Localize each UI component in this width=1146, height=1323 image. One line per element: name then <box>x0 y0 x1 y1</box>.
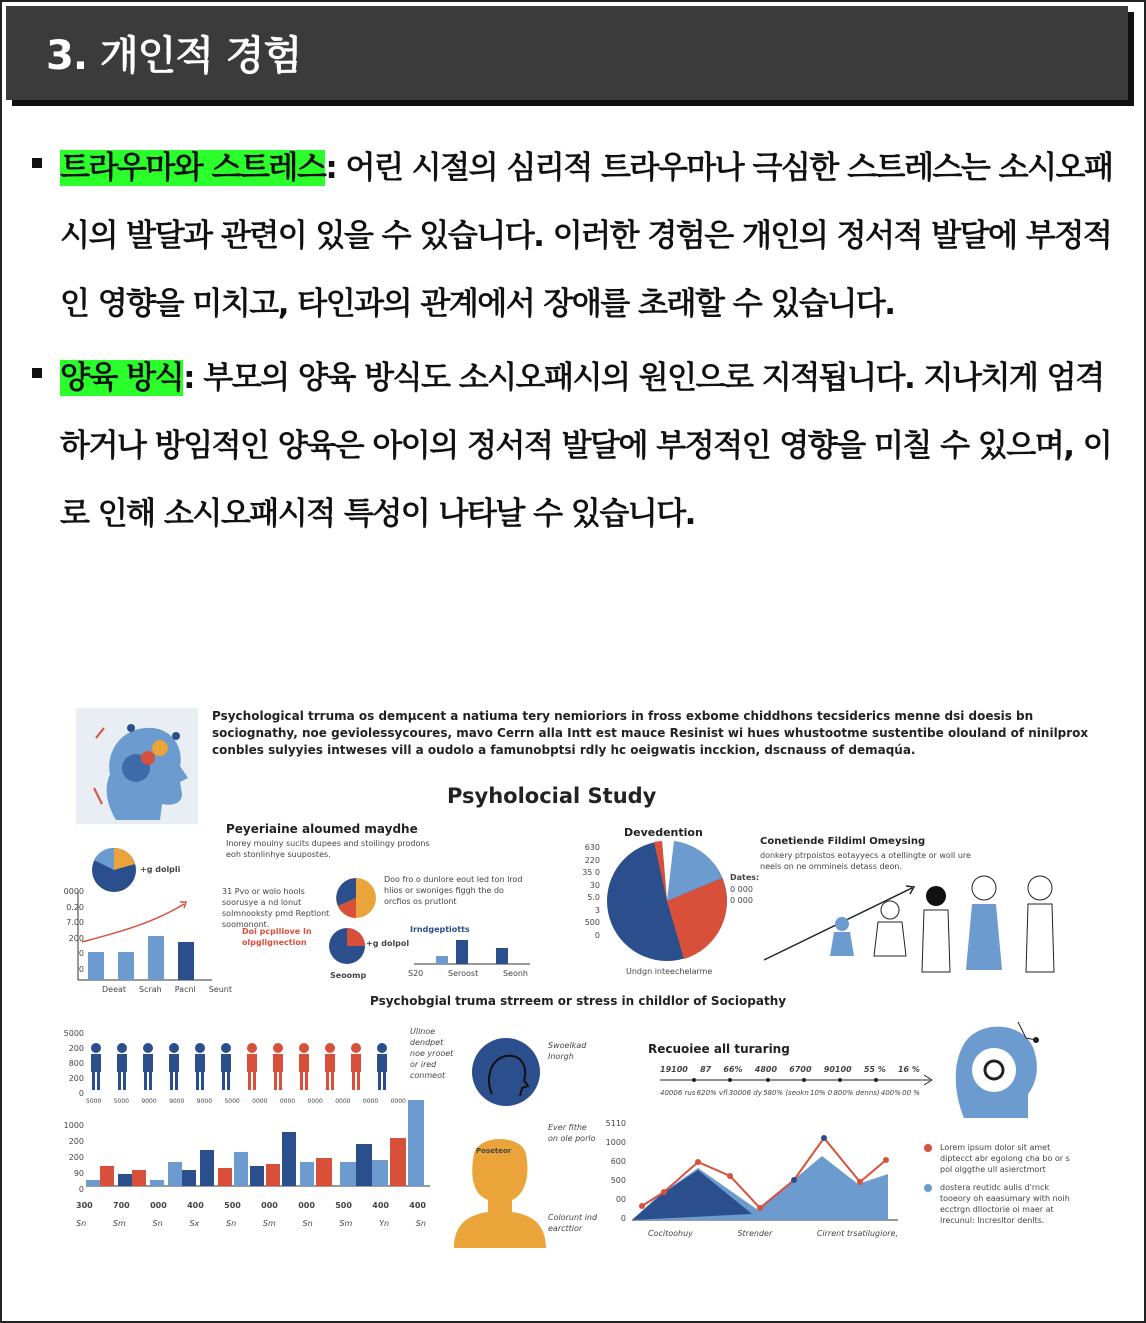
highlight-term: 트라우마와 스트레스 <box>60 150 326 186</box>
recuoiee-row-1: 19100 87 66% 4800 6700 90100 55 % 16 % <box>660 1065 920 1074</box>
section2-title: Psychobgial truma strreem or stress in childlor of Sociopathy <box>370 994 787 1008</box>
legend-blue-text: dostera reutidc aulis d'rnck tooeory oh eaasumary with noih ecctrgn dlloctorie oi maer at lrecunul: lncresltor denlts. <box>940 1183 1070 1225</box>
bullet-list <box>30 134 1120 554</box>
pie-label-a: +g dolpli <box>140 865 181 874</box>
devedention-axis: 630 220 35 0 30 5.0 3 500 0 <box>582 843 600 940</box>
recuoiee-timeline-line <box>660 1074 940 1086</box>
devedention-title: Devedention <box>624 826 703 839</box>
growth-figures-illustration <box>722 860 1102 980</box>
section-title: 3. 개인적 경험 <box>46 33 302 79</box>
intro-paragraph: Psychological trruma os demµcent a natiuma tery nemioriors in fross exbome chiddhons tecsiderics menne dsi doesis bn sociognathy, noe geviolessycoures, mavo Cerrn alla Intt est mauce Resinist wi hues whustootme sustentibe olouland of ninilprox conbles sulyyies intweses vill a oudolo a famunobptsi rdly hc oeigwatis incckion, dscnauss of demaqúa. <box>212 709 1089 757</box>
left-category-labels: Deeat Scrah Pacnl Seunt <box>102 985 232 994</box>
panel1-title: Peyeriaine aloumed maydhe <box>226 822 418 836</box>
left-axis-labels: 0000 0.20 7.00 200 0 0 <box>63 887 84 974</box>
head-circle-icon <box>470 1036 542 1108</box>
legend-red-dot <box>924 1144 932 1152</box>
recuoiee-row-2: 40006 rus 620% vfl 30006 dy 580% (seokn 10% 0 800% denns) 400% 00 % <box>660 1089 920 1097</box>
legend-red-text: Lorem ipsum dolor sit amet diptecct abr egolong cha bo or s pol olggthe ull asierctmort <box>940 1143 1070 1174</box>
head-caption-2: Ever fithe on ole porlo <box>548 1123 596 1143</box>
head-profile-illustration <box>76 708 198 824</box>
bars2-value-labels: 300 700 000 400 500 000 000 500 400 400 <box>76 1201 426 1210</box>
note-3: Doi pcplllove In olpglignection <box>242 927 312 947</box>
line-chart-axis: 5110 1000 600 500 00 0 <box>605 1119 626 1223</box>
head-label: Poseteor <box>476 1147 512 1155</box>
panel1-subtitle: Inorey mouiny sucits dupees and stoilingy prodons eoh stonlinhye suupostes. <box>226 839 430 859</box>
head-caption: Swoelkad Inorgh <box>548 1041 587 1061</box>
highlight-term: 양육 방식 <box>60 360 184 396</box>
bars2-category-labels: Sn Sm Sn Sx Sn Sm Sn Sm Yn Sn <box>76 1219 426 1228</box>
bullet-marker <box>32 368 42 378</box>
head-caption-3: Colorunt ind earcttior <box>548 1213 598 1233</box>
brain-gear-head-icon <box>944 1014 1044 1122</box>
bullet-text <box>60 344 1120 548</box>
dates-values: 0 000 0 000 <box>730 885 753 905</box>
people-pictogram-chart <box>86 1040 416 1096</box>
note-1: 31 Pvo or wolo hools soorusye a nd lonut solmnooksty pmd Reptlont soomonont. <box>222 887 330 929</box>
coetiende-subtitle: donkery ptrpoistos eotayyecs a otellingte or woll ure neels on ne ommineis detass deon. <box>760 851 971 871</box>
figures-legend: Ulinoe dendpet noe yrooet or ired conmeot <box>410 1027 454 1080</box>
pie-chart-low <box>324 926 370 966</box>
study-title: Psyholocial Study <box>447 784 657 808</box>
note-2: Doo fro o dunlore eout led ton lrod hlios or swoniges figgh the do orcfios os prutlont <box>384 875 523 906</box>
area-line-chart <box>632 1124 900 1224</box>
pie-label-b: +g dolpol <box>366 939 410 948</box>
head-silhouette-icon <box>446 1124 554 1248</box>
line-chart-categories: Cocitoohuy Strender Cirrent trsatilugiore, <box>648 1229 898 1238</box>
figures-axis: 5000 200 800 200 0 <box>63 1029 84 1098</box>
bullet-body: : 부모의 양육 방식도 소시오패시의 원인으로 지적됩니다. 지나치게 엄격하거나 방임적인 양육은 아이의 정서적 발달에 부정적인 영향을 미칠 수 있으며, 이로 인해 소시오패시적 특성이 나타날 수 있습니다. <box>60 360 1112 532</box>
mini-category-labels: S20 Seroost Seonh <box>408 969 528 978</box>
recuoiee-title: Recuoiee all turaring <box>648 1042 790 1056</box>
bullet-trauma <box>30 134 1120 338</box>
pie-seoomp-label: Seoomp <box>330 971 367 980</box>
bullet-text <box>60 134 1120 338</box>
bars2-axis: 1000 200 200 90 0 <box>63 1121 84 1194</box>
coetiende-title: Conetiende Fildiml Omeysing <box>760 836 926 847</box>
note-4: Irndgeptiotts <box>410 925 470 934</box>
figures-category-labels: 5000 5000 9000 9000 9000 5000 0000 0000 0000 0000 0000 0000 <box>86 1098 406 1105</box>
devedention-pie-chart <box>604 838 730 964</box>
dates-label: Dates: <box>730 873 760 882</box>
infographic <box>63 700 1112 1260</box>
devedention-footer: Undgn inteechelarme <box>626 967 713 976</box>
section-header <box>6 6 1128 100</box>
legend-blue-dot <box>924 1184 932 1192</box>
bullet-body: : 어린 시절의 심리적 트라우마나 극심한 스트레스는 소시오패시의 발달과 관련이 있을 수 있습니다. 이러한 경험은 개인의 정서적 발달에 부정적인 영향을 미치고, 타인과의 관계에서 장애를 초래할 수 있습니다. <box>60 150 1113 322</box>
pie-chart-mid <box>332 876 380 920</box>
bullet-parenting <box>30 344 1120 548</box>
mini-bar-chart <box>412 934 532 966</box>
bottom-bar-chart <box>86 1098 432 1190</box>
bullet-marker <box>32 158 42 168</box>
